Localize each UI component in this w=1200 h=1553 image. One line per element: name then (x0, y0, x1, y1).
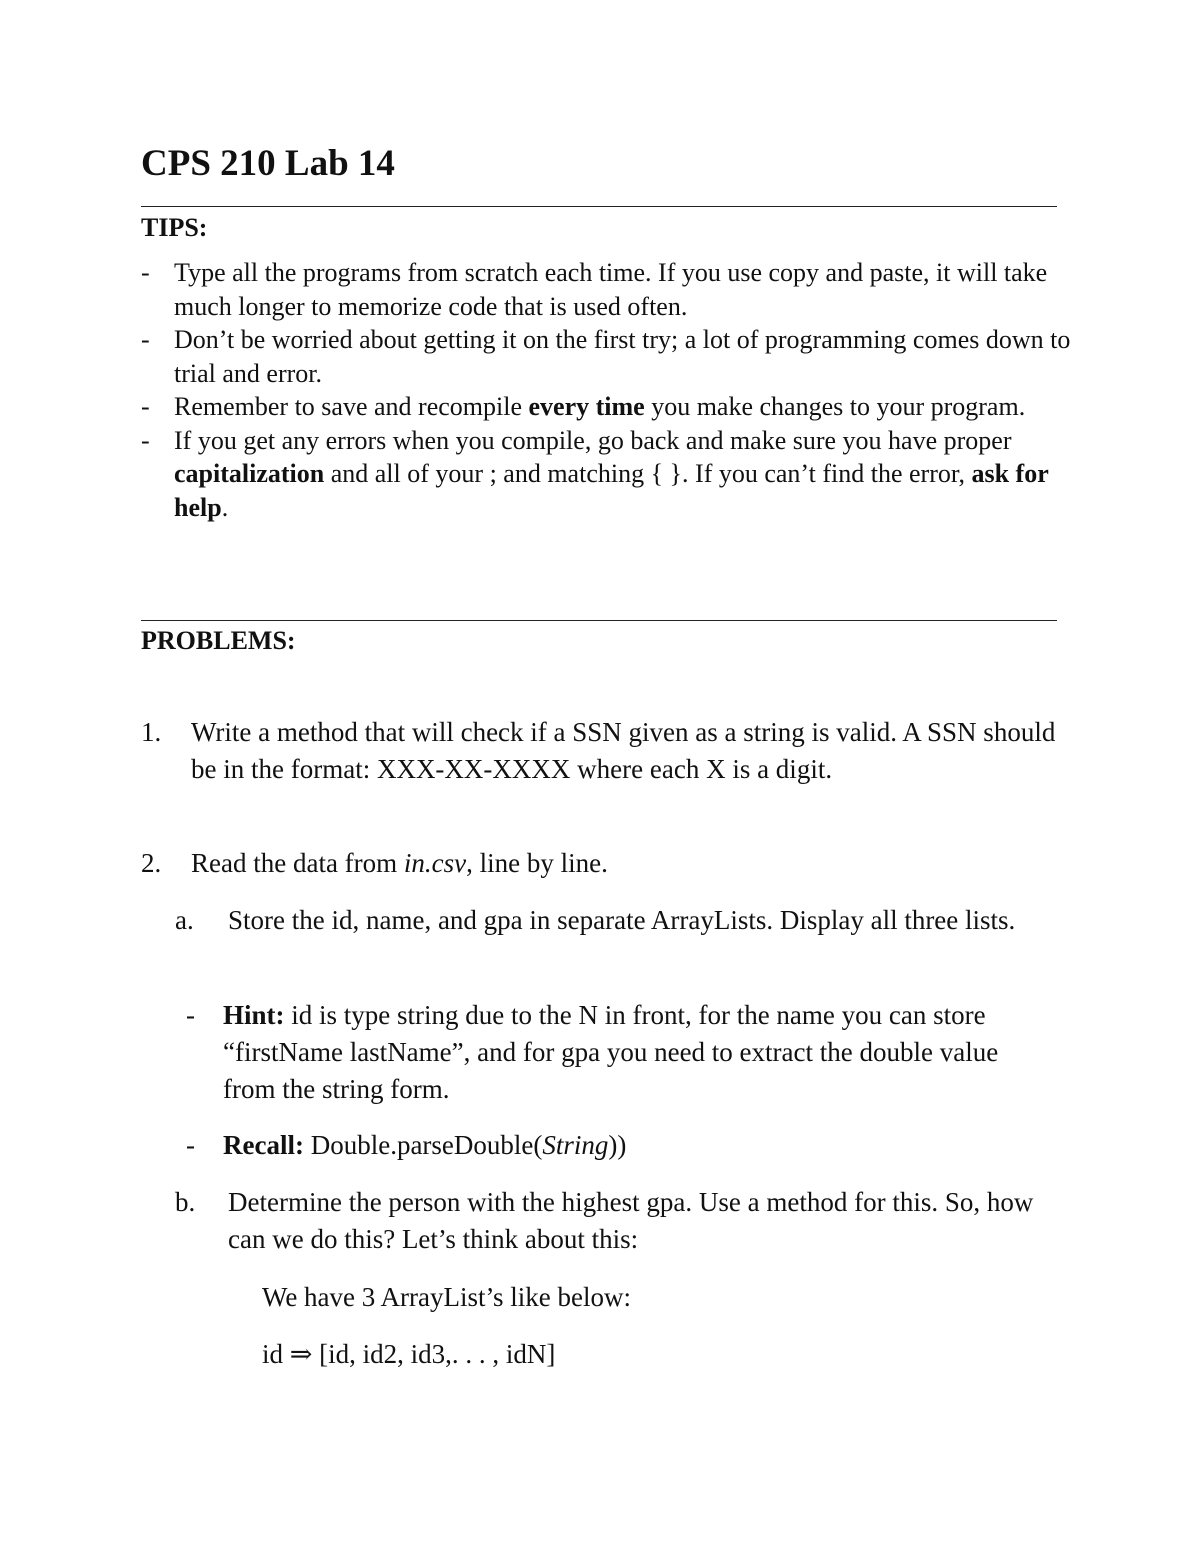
tip-text (174, 426, 1048, 522)
subproblem-a (175, 902, 1055, 939)
tip-text-mid: and all of your ; and matching { }. If you can’t find the error, (324, 459, 972, 488)
tip-text: Don’t be worried about getting it on the first try; a lot of programming comes down to trial and error. (174, 325, 1071, 388)
problem-text-pre: Read the data from (191, 848, 404, 878)
title-divider (141, 206, 1057, 207)
tips-list (141, 256, 1071, 524)
tip-text-pre: Remember to save and recompile (174, 392, 529, 421)
dash-marker: - (141, 258, 150, 287)
subproblem-text: Store the id, name, and gpa in separate ArrayLists. Display all three lists. (228, 905, 1016, 935)
tip-emphasis: every time (528, 392, 645, 421)
tip-text-post: . (221, 492, 229, 522)
recall-item (186, 1127, 1056, 1164)
tip-item (141, 256, 1071, 323)
hint-item (186, 997, 1056, 1108)
arraylist-id-line: id ⇒ [id, id2, id3,. . . , idN] (262, 1339, 556, 1369)
recall-param: String (542, 1130, 609, 1160)
hint-text (186, 997, 1056, 1108)
dash-marker: - (186, 1000, 195, 1030)
tip-text: Type all the programs from scratch each time. If you use copy and paste, it will take much longer to memorize code that is used often. (174, 258, 1048, 321)
problem-text-post: , line by line. (466, 848, 608, 878)
recall-label: Recall: (223, 1130, 304, 1160)
problem-number: 2. (141, 848, 162, 878)
dash-marker: - (186, 1130, 195, 1160)
subproblem-b (175, 1184, 1065, 1258)
subproblem-letter: b. (175, 1187, 196, 1217)
tip-text (174, 392, 1025, 421)
hint-body: id is type string due to the N in front, for the name you can store “firstName lastName”, and for gpa you need to extract the double value from the string form. (223, 1000, 999, 1104)
problem-number: 1. (141, 717, 162, 747)
recall-post: )) (608, 1130, 627, 1160)
problems-divider (141, 620, 1057, 621)
recall-text (186, 1127, 1056, 1164)
problem-text: Write a method that will check if a SSN given as a string is valid. A SSN should be in the format: XXX-XX-XXXX where each X is a digit. (191, 717, 1056, 784)
problems-heading: PROBLEMS: (141, 626, 296, 655)
page-title: CPS 210 Lab 14 (141, 143, 395, 184)
tip-item (141, 424, 1071, 525)
tips-heading: TIPS: (141, 213, 208, 242)
problem-1 (141, 714, 1061, 788)
dash-marker: - (141, 392, 150, 421)
subproblem-text: Determine the person with the highest gpa. Use a method for this. So, how can we do this? Let’s think about this: (228, 1187, 1034, 1254)
problem-2 (141, 845, 1061, 882)
dash-marker: - (141, 425, 150, 455)
problem-text (141, 845, 1061, 882)
arraylist-intro: We have 3 ArrayList’s like below: (262, 1282, 631, 1312)
tip-emphasis: ask for help (174, 459, 1049, 522)
tip-text-pre: If you get any errors when you compile, go back and make sure you have proper (174, 425, 1012, 455)
tip-item (141, 390, 1071, 424)
tip-text-post: you make changes to your program. (644, 392, 1026, 421)
dash-marker: - (141, 325, 150, 354)
filename: in.csv (403, 848, 467, 878)
tip-emphasis: capitalization (174, 459, 325, 488)
tip-item (141, 323, 1071, 390)
subproblem-letter: a. (175, 905, 194, 935)
recall-pre: Double.parseDouble( (303, 1130, 543, 1160)
hint-label: Hint: (223, 1000, 285, 1030)
